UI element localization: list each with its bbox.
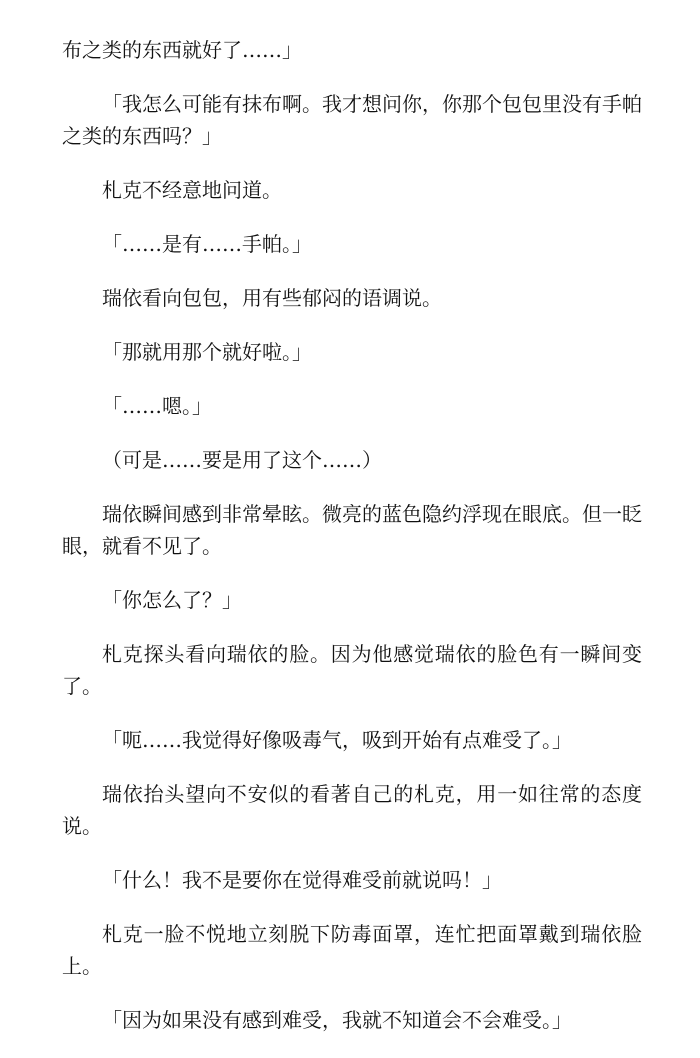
page-text <box>62 34 642 1058</box>
paragraph: 「我怎么可能有抹布啊。我才想问你，你那个包包里没有手帕之类的东西吗？」 <box>62 92 642 148</box>
paragraph: 「什么！我不是要你在觉得难受前就说吗！」 <box>102 868 502 892</box>
paragraph: 「……嗯。」 <box>102 394 212 418</box>
paragraph: 瑞依瞬间感到非常晕眩。微亮的蓝色隐约浮现在眼底。但一眨眼，就看不见了。 <box>62 502 642 558</box>
paragraph: 札克一脸不悦地立刻脱下防毒面罩，连忙把面罩戴到瑞依脸上。 <box>62 922 642 978</box>
paragraph: 瑞依抬头望向不安似的看著自己的札克，用一如往常的态度说。 <box>62 782 642 838</box>
paragraph: 札克探头看向瑞依的脸。因为他感觉瑞依的脸色有一瞬间变了。 <box>62 642 642 698</box>
paragraph: （可是……要是用了这个……） <box>102 448 382 472</box>
paragraph: 「……是有……手帕。」 <box>102 232 312 256</box>
paragraph: 「呃……我觉得好像吸毒气，吸到开始有点难受了。」 <box>102 728 572 752</box>
paragraph: 「你怎么了？」 <box>102 588 242 612</box>
paragraph: 瑞依看向包包，用有些郁闷的语调说。 <box>102 286 442 310</box>
paragraph: 「那就用那个就好啦。」 <box>102 340 312 364</box>
paragraph: 札克不经意地问道。 <box>102 178 282 202</box>
paragraph: 布之类的东西就好了……」 <box>62 38 302 62</box>
paragraph: 「因为如果没有感到难受，我就不知道会不会难受。」 <box>102 1008 572 1032</box>
